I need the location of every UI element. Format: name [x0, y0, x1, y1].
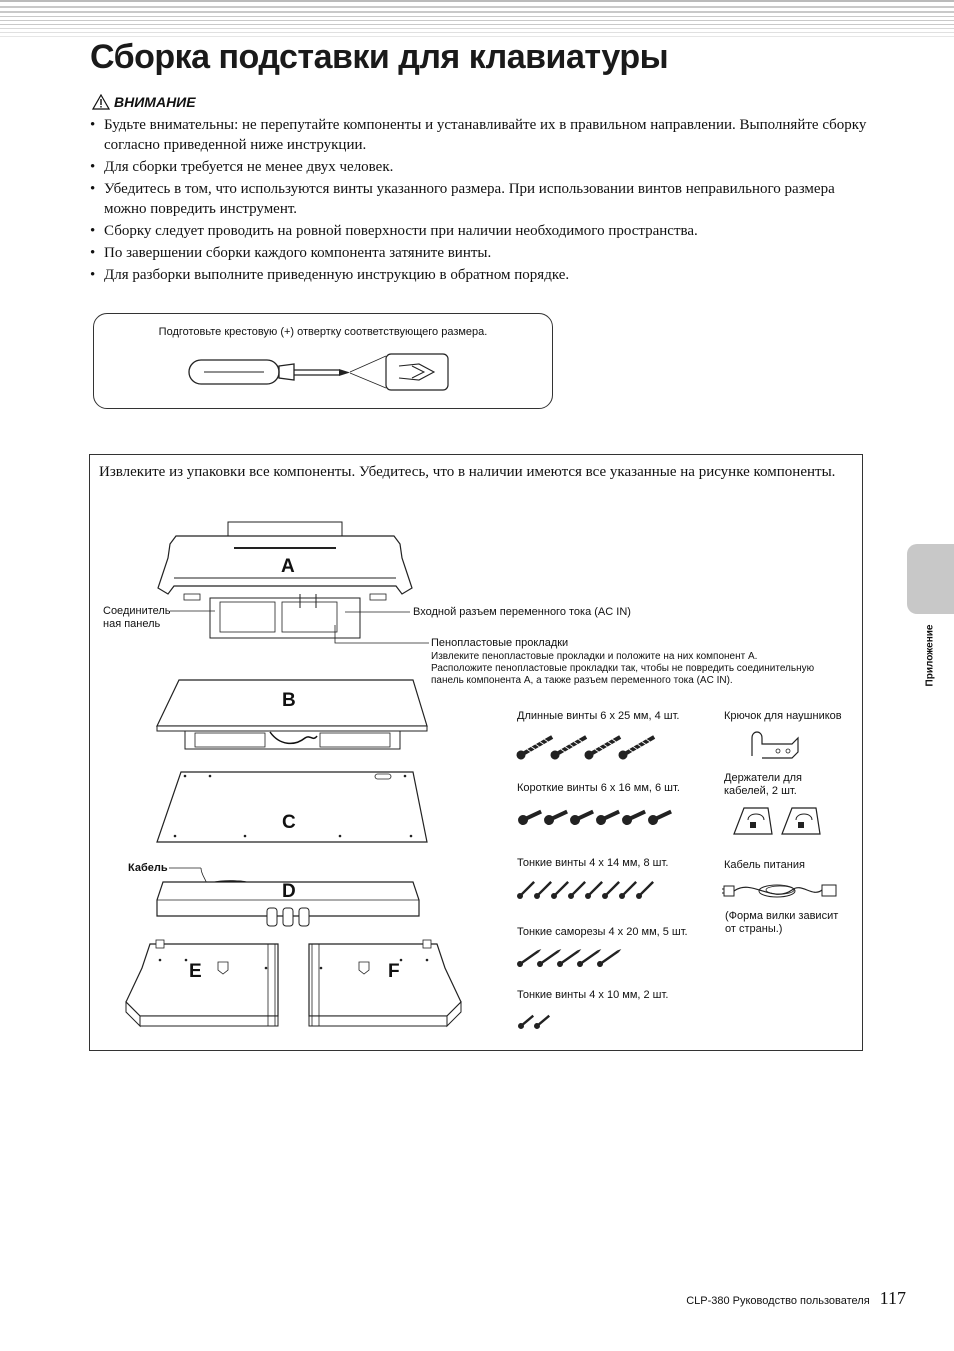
- part-letter-e: E: [189, 961, 202, 982]
- caution-item: • Для сборки требуется не менее двух человек.: [88, 157, 878, 177]
- power-cable-icon: [722, 876, 842, 906]
- short-screws-label: Короткие винты 6 x 16 мм, 6 шт.: [517, 782, 680, 794]
- thin-screws-10-label: Тонкие винты 4 x 10 мм, 2 шт.: [517, 989, 669, 1001]
- headphone-hook-label: Крючок для наушников: [724, 710, 842, 722]
- caution-item: • Убедитесь в том, что используются винты указанного размера. При использовании винтов неправильного размера можно повредить инструмент.: [88, 179, 878, 219]
- thin-screws-14-icon: [515, 876, 665, 902]
- foam-leader-line: [335, 625, 435, 655]
- ac-in-label: Входной разъем переменного тока (AC IN): [413, 606, 631, 618]
- headphone-hook-icon: [748, 726, 806, 762]
- caution-item: • Будьте внимательны: не перепутайте компоненты и устанавливайте их в правильном направлении. Выполняйте сборку согласно приведенной ниже инструкции.: [88, 115, 878, 155]
- part-letter-b: B: [282, 690, 296, 711]
- ac-in-leader-line: [345, 604, 410, 614]
- long-screws-label: Длинные винты 6 x 25 мм, 4 шт.: [517, 710, 680, 722]
- connector-leader-line: [170, 606, 220, 616]
- screwdriver-icon: [94, 314, 552, 408]
- caution-label: ВНИМАНИЕ: [114, 94, 196, 110]
- part-b-panel: [155, 676, 435, 752]
- warning-icon: [92, 94, 110, 110]
- thin-screws-10-icon: [515, 1008, 565, 1032]
- page-number: 117: [879, 1288, 906, 1308]
- foam-note: Извлеките пенопластовые прокладки и положите на них компонент A. Расположите пенопластовые прокладки так, чтобы не повредить соединительную панель компонента A, а также разъем переменного тока (AC IN).: [431, 651, 815, 686]
- tool-note: Подготовьте крестовую (+) отвертку соответствующего размера.: [158, 326, 488, 338]
- manual-name: CLP-380 Руководство пользователя: [686, 1295, 870, 1307]
- part-f-side-panel: [302, 938, 467, 1030]
- part-c-back-panel: [155, 770, 435, 850]
- part-letter-d: D: [282, 881, 296, 902]
- part-letter-a: A: [281, 556, 295, 577]
- part-letter-c: C: [282, 812, 296, 833]
- section-tab: [907, 544, 954, 614]
- page-footer: [686, 1288, 906, 1309]
- part-e-side-panel: [120, 938, 285, 1030]
- section-tab-label: Приложение: [924, 624, 936, 687]
- tool-note-box: [93, 313, 553, 409]
- caution-item: • Сборку следует проводить на ровной поверхности при наличии необходимого пространства.: [88, 221, 878, 241]
- thin-screws-14-label: Тонкие винты 4 x 14 мм, 8 шт.: [517, 857, 669, 869]
- self-tapping-screws-icon: [515, 944, 615, 970]
- plug-note: (Форма вилки зависит от страны.): [725, 910, 839, 935]
- caution-list: [88, 115, 878, 287]
- cable-holders-label: Держатели для кабелей, 2 шт.: [724, 772, 802, 797]
- short-screws-icon: [515, 802, 665, 828]
- long-screws-icon: [515, 727, 650, 761]
- page-title: Сборка подставки для клавиатуры: [90, 38, 669, 76]
- parts-intro: Извлеките из упаковки все компоненты. Убедитесь, что в наличии имеются все указанные на рисунке компоненты.: [99, 464, 836, 480]
- part-letter-f: F: [388, 961, 400, 982]
- cable-holders-icon: [730, 802, 825, 838]
- caution-heading: [92, 94, 196, 110]
- caution-item: • Для разборки выполните приведенную инструкцию в обратном порядке.: [88, 265, 878, 285]
- connector-panel-label: Соединитель ная панель: [103, 605, 171, 630]
- caution-item: • По завершении сборки каждого компонента затяните винты.: [88, 243, 878, 263]
- power-cable-label: Кабель питания: [724, 859, 805, 871]
- self-tapping-screws-label: Тонкие саморезы 4 x 20 мм, 5 шт.: [517, 926, 688, 938]
- foam-title: Пенопластовые прокладки: [431, 637, 569, 649]
- cable-label: Кабель: [128, 862, 168, 874]
